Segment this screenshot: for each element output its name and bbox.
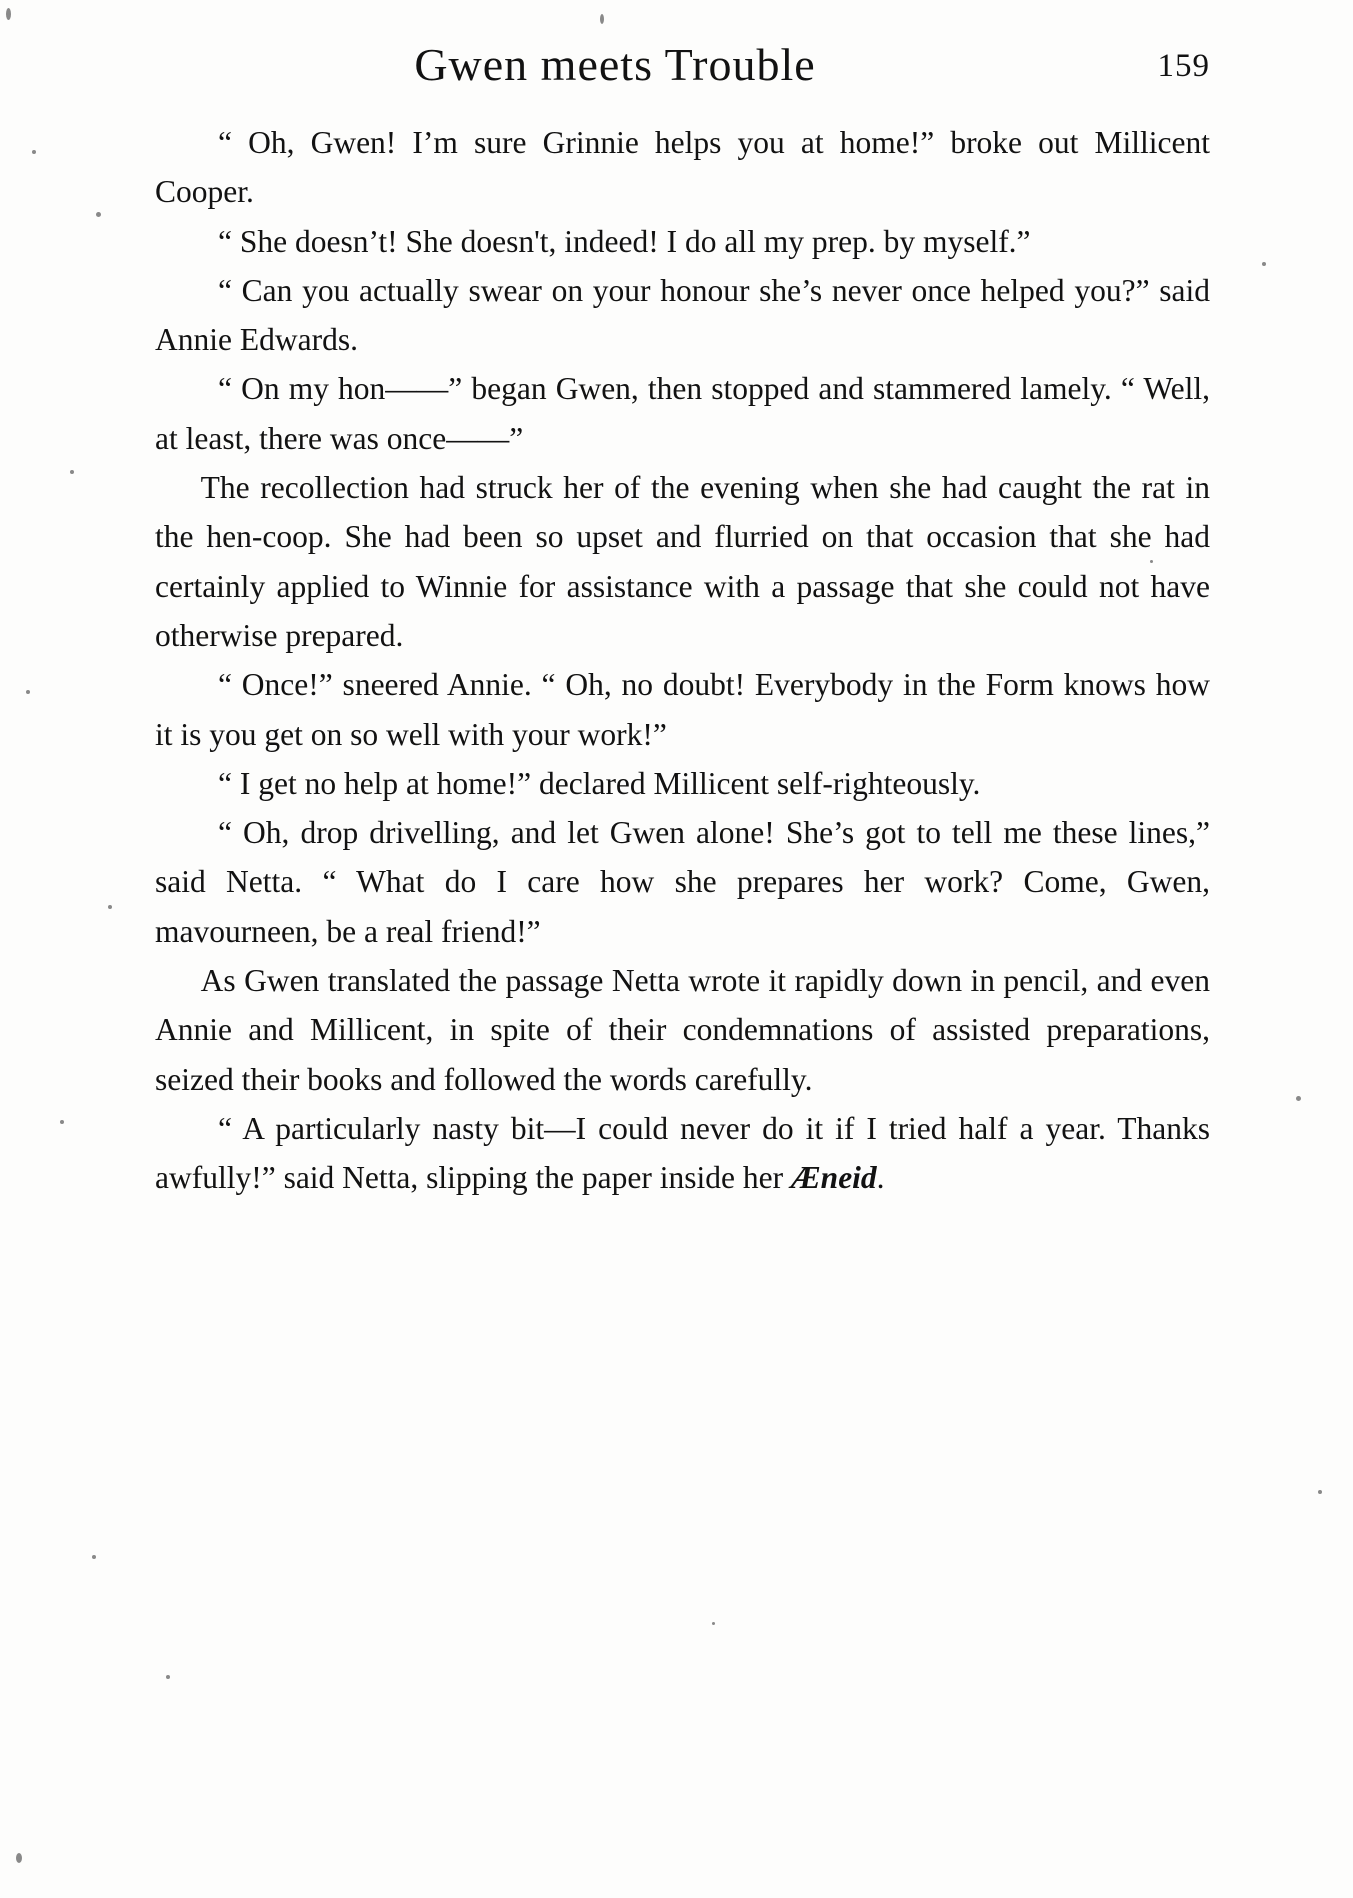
scan-speckle [166,1675,170,1679]
scan-speckle [26,690,30,694]
scan-speckle [60,1120,64,1124]
paragraph: “ Once!” sneered Annie. “ Oh, no doubt! Everybody in the Form knows how it is you get on so well with your work!” [155,667,1210,752]
scan-speckle [712,1622,715,1625]
scan-speckle [70,470,74,474]
scan-speckle [1318,1490,1322,1494]
scan-speckle [32,150,36,154]
paragraph: “ Oh, Gwen! I’m sure Grinnie helps you at home!” broke out Millicent Cooper. [155,125,1210,210]
page-number: 159 [1157,48,1210,84]
scan-speckle [6,8,11,20]
paragraph: “ Can you actually swear on your honour she’s never once helped you?” said Annie Edwards. [155,272,1210,358]
scan-speckle [600,14,604,24]
scan-speckle [1262,262,1266,266]
paragraph-final [155,1104,1210,1203]
final-text-before-title: “ A particularly nasty bit—I could never do it if I tried half a year. Thanks awfully!” said Netta, slipping the paper inside her [155,1110,1210,1196]
scan-speckle [96,212,101,217]
paragraph: “ She doesn’t! She doesn't, indeed! I do all my prep. by myself.” [218,223,1031,259]
paragraph: “ Oh, drop drivelling, and let Gwen alone! She’s got to tell me these lines,” said Netta. “ What do I care how she prepares her work? Come, Gwen, mavourneen, be a real friend!” [155,815,1210,949]
final-text-after-title: . [876,1160,885,1196]
paragraph: As Gwen translated the passage Netta wrote it rapidly down in pencil, and even Annie and Millicent, in spite of their condemnations of assisted preparations, seized their books and followed the words carefully. [155,963,1210,1097]
scan-speckle [108,905,112,909]
scan-speckle [16,1853,22,1863]
paragraph: The recollection had struck her of the evening when she had caught the rat in the hen-coop. She had been so upset and flurried on that occasion that she had certainly applied to Winnie for assistance with a passage that she could not have otherwise prepared. [155,470,1210,653]
scan-speckle [92,1555,96,1559]
book-title-aeneid: Æneid [790,1160,877,1196]
page-title: Gwen meets Trouble [414,39,816,90]
scan-speckle [1296,1096,1301,1101]
body-text [155,118,1210,1203]
page-header [150,38,1210,96]
paragraph: “ On my hon——” began Gwen, then stopped and stammered lamely. “ Well, at least, there was once——” [155,371,1210,456]
paragraph: “ I get no help at home!” declared Millicent self-righteously. [218,765,981,801]
